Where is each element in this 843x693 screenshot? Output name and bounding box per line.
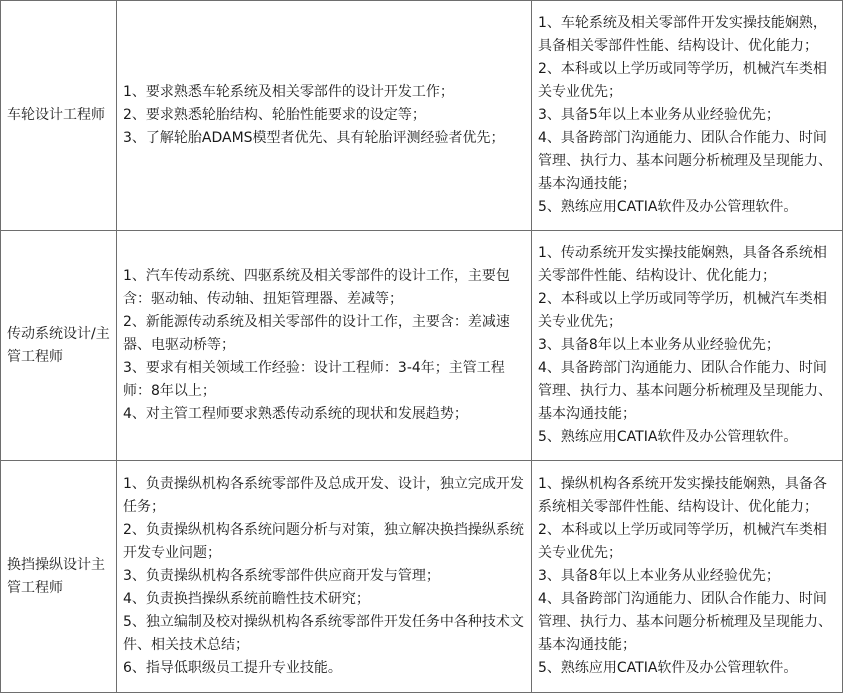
requirement-item: 3、具备8年以上本业务从业经验优先；: [538, 337, 780, 353]
requirement-item: 5、熟练应用CATIA软件及办公管理软件。: [538, 429, 798, 445]
duty-item: 1、负责操纵机构各系统零部件及总成开发、设计，独立完成开发任务；: [123, 476, 524, 515]
duty-item: 4、对主管工程师要求熟悉传动系统的现状和发展趋势；: [123, 406, 468, 422]
job-requirements-cell: [532, 461, 843, 693]
requirement-item: 2、本科或以上学历或同等学历，机械汽车类相关专业优先；: [538, 291, 827, 330]
requirement-item: 2、本科或以上学历或同等学历，机械汽车类相关专业优先；: [538, 522, 827, 561]
requirement-item: 1、操纵机构各系统开发实操技能娴熟，具备各系统相关零部件性能、结构设计、优化能力；: [538, 476, 827, 515]
duty-item: 5、独立编制及校对操纵机构各系统零部件开发任务中各种技术文件、相关技术总结；: [123, 614, 524, 653]
duty-item: 4、负责换挡操纵系统前瞻性技术研究；: [123, 591, 370, 607]
requirement-item: 4、具备跨部门沟通能力、团队合作能力、时间管理、执行力、基本问题分析梳理及呈现能力、基本沟通技能；: [538, 591, 832, 653]
requirement-item: 3、具备5年以上本业务从业经验优先；: [538, 107, 780, 123]
requirement-item: 5、熟练应用CATIA软件及办公管理软件。: [538, 199, 798, 215]
duty-item: 2、负责操纵机构各系统问题分析与对策，独立解决换挡操纵系统开发专业问题；: [123, 522, 524, 561]
duty-item: 1、要求熟悉车轮系统及相关零部件的设计开发工作；: [123, 84, 454, 100]
duty-item: 6、指导低职级员工提升专业技能。: [123, 660, 342, 676]
duty-item: 2、新能源传动系统及相关零部件的设计工作，主要含：差减速器、电驱动桥等；: [123, 314, 510, 353]
table-row: [1, 1, 843, 231]
duty-item: 1、汽车传动系统、四驱系统及相关零部件的设计工作，主要包含：驱动轴、传动轴、扭矩管理器、差减等；: [123, 268, 510, 307]
requirement-item: 1、传动系统开发实操技能娴熟，具备各系统相关零部件性能、结构设计、优化能力；: [538, 245, 827, 284]
requirement-item: 5、熟练应用CATIA软件及办公管理软件。: [538, 660, 798, 676]
table-row: [1, 461, 843, 693]
job-duties-cell: [117, 1, 532, 231]
duty-item: 3、要求有相关领域工作经验：设计工程师：3-4年；主管工程师：8年以上；: [123, 360, 505, 399]
job-duties-cell: [117, 231, 532, 461]
job-title: 传动系统设计/主管工程师: [1, 231, 117, 461]
job-duties-cell: [117, 461, 532, 693]
requirement-item: 1、车轮系统及相关零部件开发实操技能娴熟，具备相关零部件性能、结构设计、优化能力；: [538, 15, 827, 54]
duty-item: 3、负责操纵机构各系统零部件供应商开发与管理；: [123, 568, 440, 584]
job-requirements-cell: [532, 231, 843, 461]
duty-item: 3、了解轮胎ADAMS模型者优先、具有轮胎评测经验者优先；: [123, 130, 505, 146]
duty-item: 2、要求熟悉轮胎结构、轮胎性能要求的设定等；: [123, 107, 426, 123]
table-row: [1, 231, 843, 461]
requirement-item: 4、具备跨部门沟通能力、团队合作能力、时间管理、执行力、基本问题分析梳理及呈现能力、基本沟通技能；: [538, 360, 832, 422]
requirement-item: 2、本科或以上学历或同等学历，机械汽车类相关专业优先；: [538, 61, 827, 100]
job-title: 换挡操纵设计主管工程师: [1, 461, 117, 693]
requirement-item: 4、具备跨部门沟通能力、团队合作能力、时间管理、执行力、基本问题分析梳理及呈现能力、基本沟通技能；: [538, 130, 832, 192]
requirement-item: 3、具备8年以上本业务从业经验优先；: [538, 568, 780, 584]
job-requirements-cell: [532, 1, 843, 231]
job-title: 车轮设计工程师: [1, 1, 117, 231]
